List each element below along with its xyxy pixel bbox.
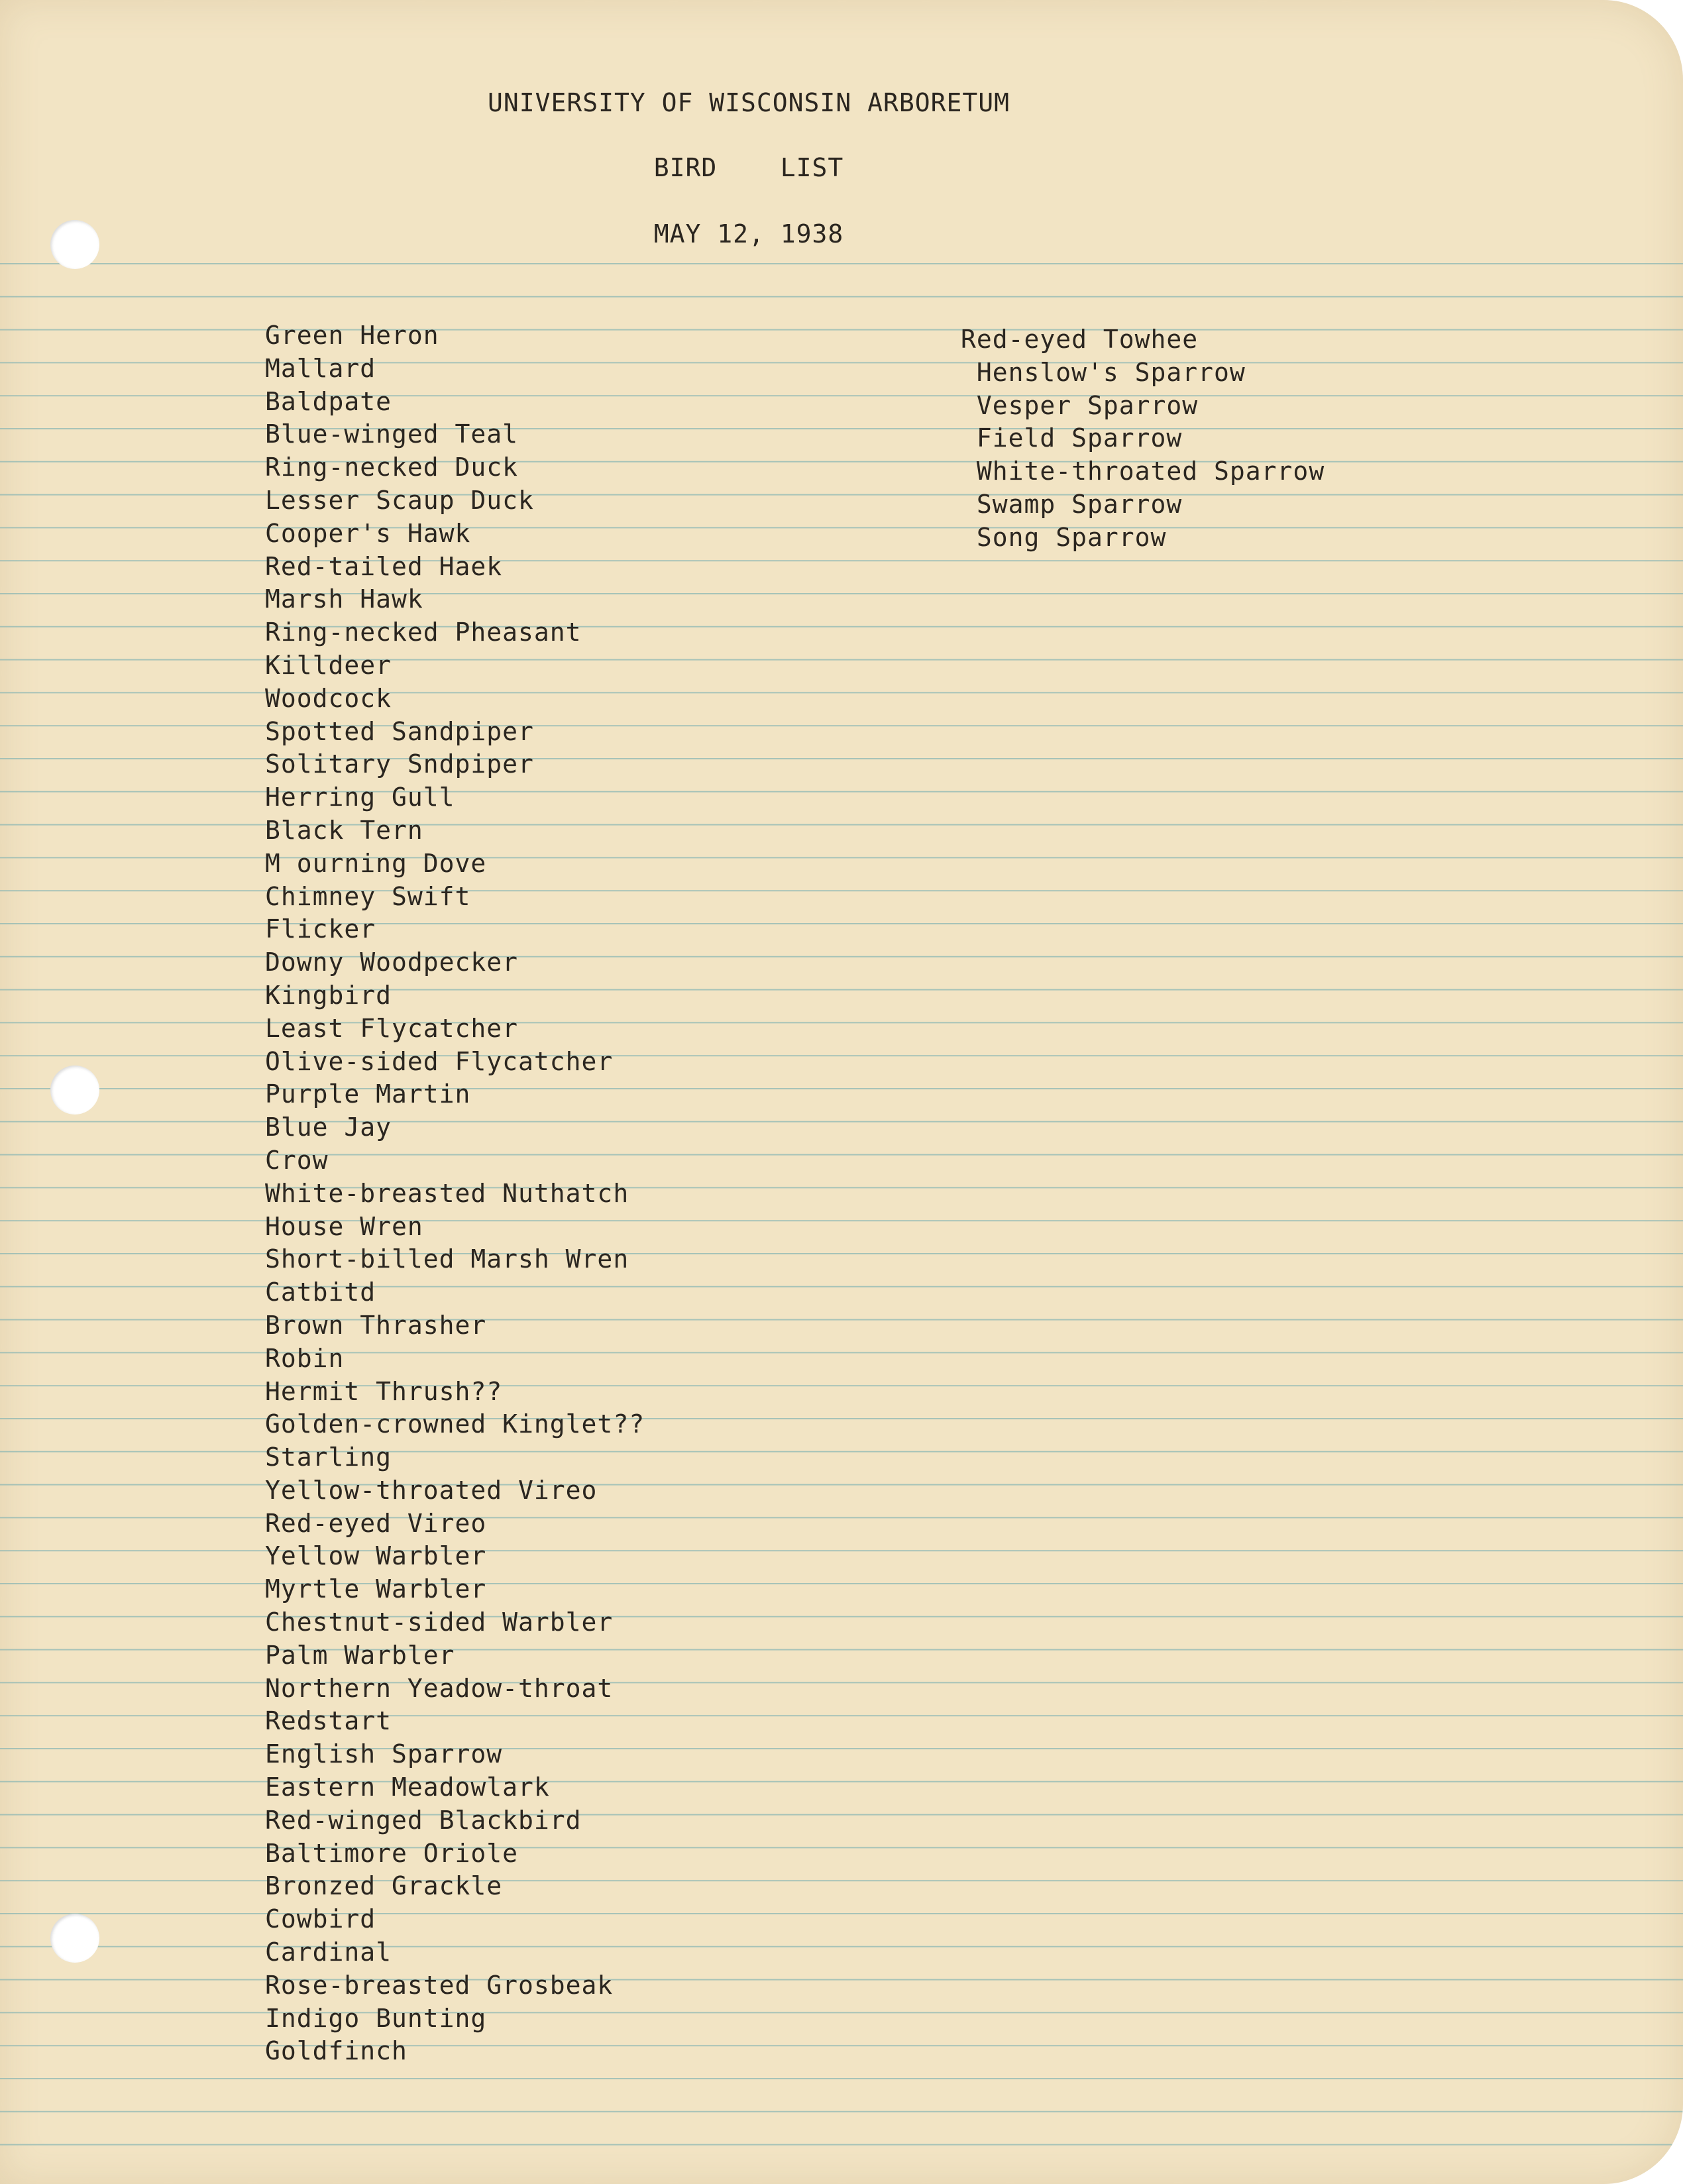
bird-entry: Kingbird [265,980,392,1010]
bird-entry: Lesser Scaup Duck [265,485,534,515]
bird-entry: Rose-breasted Grosbeak [265,1970,614,2000]
bird-entry: English Sparrow [265,1739,503,1769]
bird-entry: Downy Woodpecker [265,948,519,977]
bird-entry: Vesper Sparrow [961,390,1199,420]
bird-entry: Ring-necked Duck [265,453,519,482]
document-subtitle: BIRD LIST [653,153,844,182]
bird-entry: Yellow Warbler [265,1541,487,1571]
bird-entry: Baldpate [265,386,392,416]
bird-entry: Spotted Sandpiper [265,716,534,746]
document-date: MAY 12, 1938 [653,219,844,248]
bird-entry: Crow [265,1145,329,1175]
bird-entry: Cowbird [265,1904,376,1934]
bird-entry: Olive-sided Flycatcher [265,1046,614,1076]
bird-list-right-column [961,323,1325,555]
bird-entry: Blue-winged Teal [265,419,519,449]
bird-entry: Indigo Bunting [265,2003,487,2033]
bird-entry: Field Sparrow [961,423,1183,453]
bird-entry: Herring Gull [265,783,455,812]
bird-entry: Red-eyed Towhee [961,325,1199,354]
bird-entry: Song Sparrow [961,522,1167,552]
bird-entry: Catbitd [265,1278,376,1307]
bird-entry: Red-eyed Vireo [265,1508,487,1538]
document-title: UNIVERSITY OF WISCONSIN ARBORETUM [488,88,1010,117]
bird-entry: Chestnut-sided Warbler [265,1608,614,1637]
binder-hole-middle [50,1065,99,1115]
bird-entry: Robin [265,1343,345,1373]
bird-entry: Yellow-throated Vireo [265,1475,598,1505]
bird-entry: White-throated Sparrow [961,457,1325,486]
bird-entry: Eastern Meadowlark [265,1773,550,1802]
bird-entry: Least Flycatcher [265,1013,519,1043]
bird-entry: White-breasted Nuthatch [265,1178,629,1208]
bird-entry: M ourning Dove [265,848,487,878]
bird-entry: Red-tailed Haek [265,551,503,581]
bird-entry: Killdeer [265,650,392,680]
bird-entry: Green Heron [265,321,439,350]
bird-entry: Red-winged Blackbird [265,1805,582,1835]
bird-entry: Henslow's Sparrow [961,357,1246,387]
bird-entry: Purple Martin [265,1079,471,1109]
bird-entry: Blue Jay [265,1113,392,1142]
bird-entry: Woodcock [265,683,392,713]
bird-entry: Golden-crowned Kinglet?? [265,1409,645,1439]
bird-entry: Black Tern [265,815,423,845]
bird-entry: Brown Thrasher [265,1310,487,1340]
bird-entry: Cardinal [265,1938,392,1967]
bird-entry: Hermit Thrush?? [265,1376,503,1406]
bird-entry: Baltimore Oriole [265,1838,519,1868]
bird-list-left-column [265,319,645,2068]
bird-entry: Myrtle Warbler [265,1574,487,1604]
bird-entry: Mallard [265,353,376,383]
bird-entry: Northern Yeadow-throat [265,1673,614,1703]
bird-entry: Marsh Hawk [265,584,423,614]
bird-entry: Goldfinch [265,2036,407,2066]
bird-entry: Redstart [265,1706,392,1736]
binder-hole-bottom [50,1914,99,1963]
bird-entry: House Wren [265,1211,423,1241]
bird-entry: Ring-necked Pheasant [265,618,582,647]
bird-entry: Swamp Sparrow [961,489,1183,519]
bird-entry: Cooper's Hawk [265,518,471,548]
bird-entry: Short-billed Marsh Wren [265,1244,629,1274]
bird-entry: Flicker [265,914,376,944]
bird-entry: Palm Warbler [265,1640,455,1670]
bird-entry: Chimney Swift [265,881,471,911]
bird-entry: Starling [265,1443,392,1472]
bird-entry: Bronzed Grackle [265,1871,503,1901]
bird-entry: Solitary Sndpiper [265,749,534,779]
